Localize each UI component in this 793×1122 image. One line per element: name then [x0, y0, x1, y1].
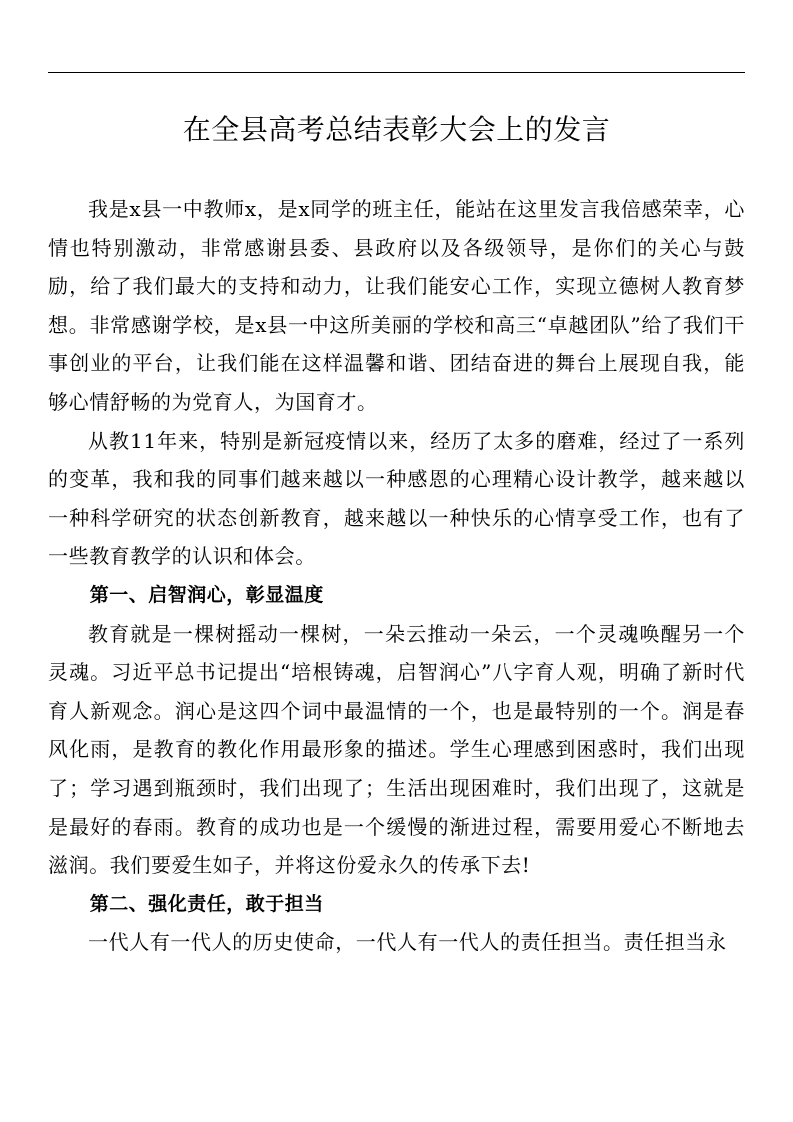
section-heading: 第一、启智润心，彰显温度 [89, 583, 324, 606]
paragraph: 从教11年来，特别是新冠疫情以来，经历了太多的磨难，经过了一系列的变革，我和我的同事们越来越以一种感恩的心理精心设计教学，越来越以一种科学研究的状态创新教育，越来越以一种快乐的心情享受工作，也有了一些教育教学的认识和体会。 [48, 428, 745, 569]
document-title: 在全县高考总结表彰大会上的发言 [182, 113, 611, 146]
paragraph: 教育就是一棵树摇动一棵树，一朵云推动一朵云，一个灵魂唤醒另一个灵魂。习近平总书记提出“培根铸魂，启智润心”八字育人观，明确了新时代育人新观念。润心是这四个词中最温情的一个，也是最特别的一个。润是春风化雨，是教育的教化作用最形象的描述。学生心理感到困惑时，我们出现了；学习遇到瓶颈时，我们出现了；生活出现困难时，我们出现了，这就是是最好的春雨。教育的成功也是一个缓慢的渐进过程，需要用爱心不断地去滋润。我们要爱生如子，并将这份爱永久的传承下去! [48, 621, 745, 878]
header-rule [48, 72, 745, 73]
document-body [48, 190, 745, 962]
paragraph: 一代人有一代人的历史使命，一代人有一代人的责任担当。责任担当永 [88, 930, 727, 955]
paragraph: 我是x县一中教师x，是x同学的班主任，能站在这里发言我倍感荣幸，心情也特别激动，非常感谢县委、县政府以及各级领导，是你们的关心与鼓励，给了我们最大的支持和动力，让我们能安心工作，实现立德树人教育梦想。非常感谢学校，是x县一中这所美丽的学校和高三“卓越团队”给了我们干事创业的平台，让我们能在这样温馨和谐、团结奋进的舞台上展现自我，能够心情舒畅的为党育人，为国育才。 [48, 197, 745, 414]
section-heading: 第二、强化责任，敢于担当 [89, 892, 324, 915]
